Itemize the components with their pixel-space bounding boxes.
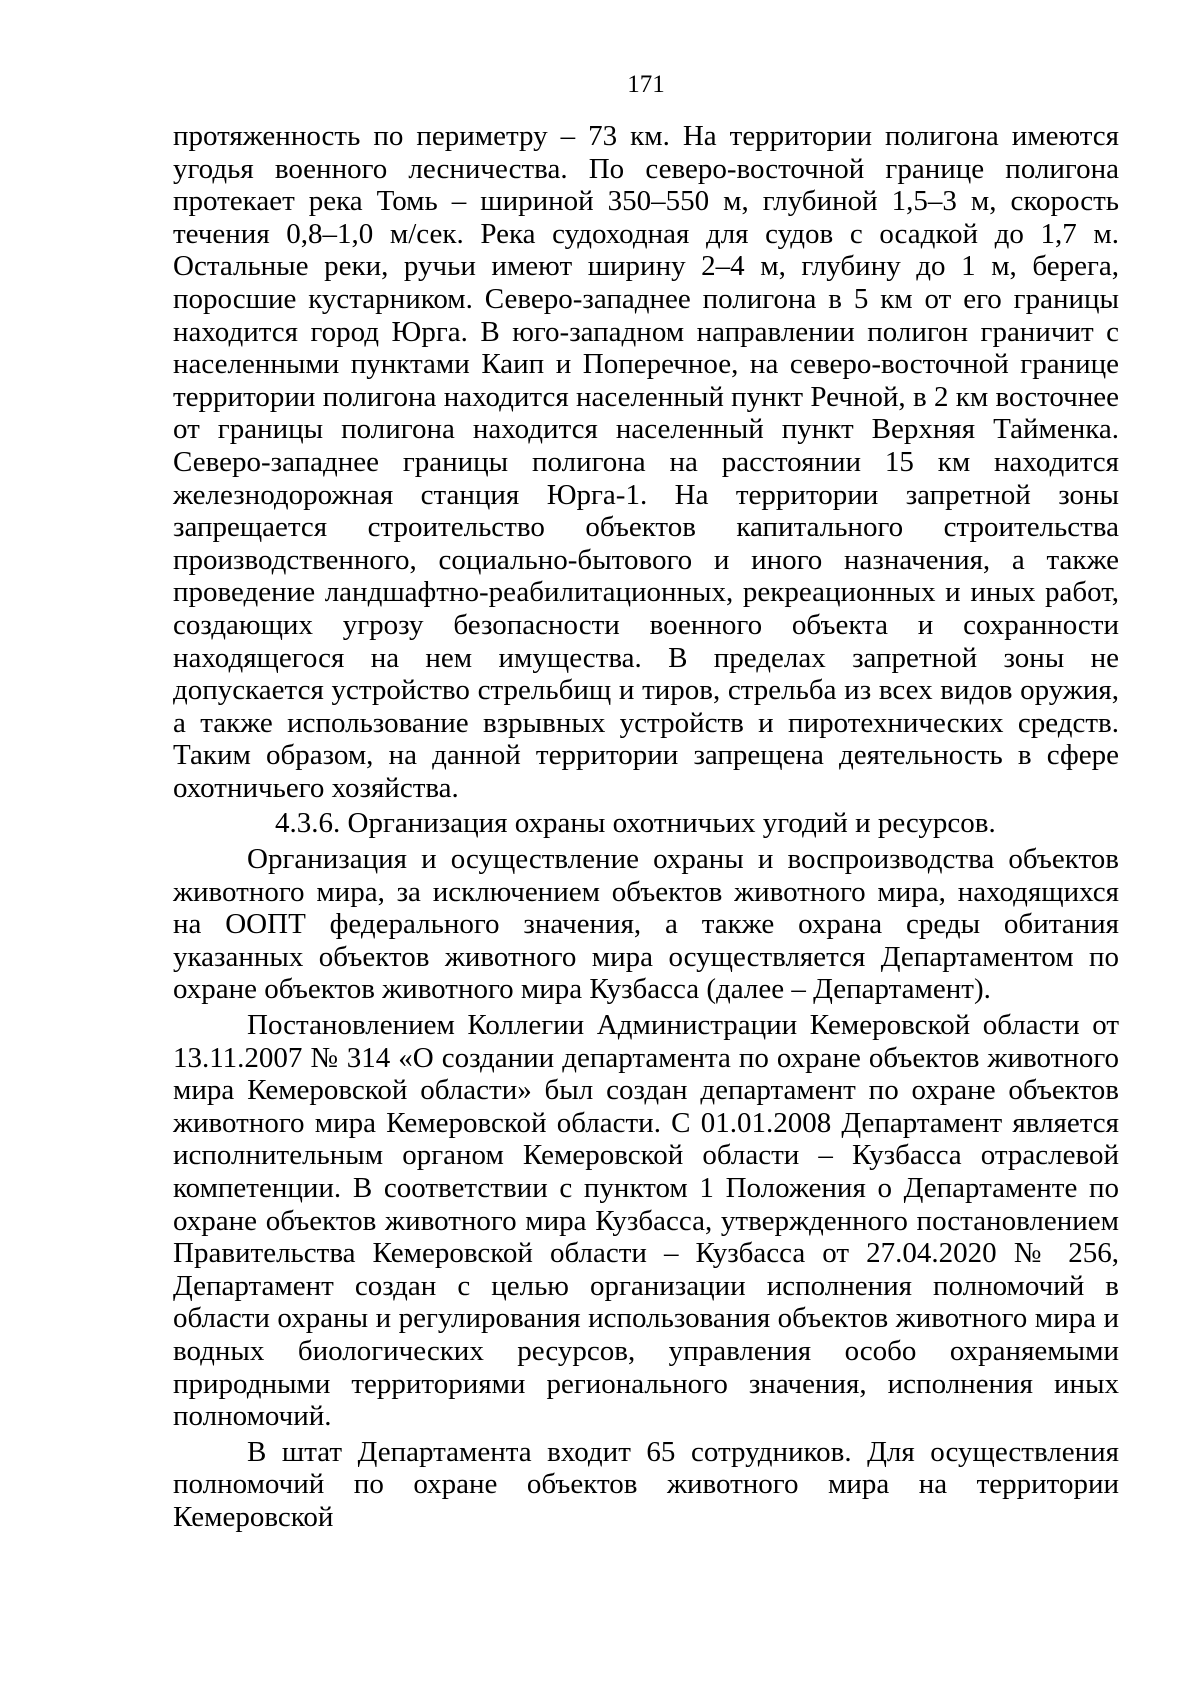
paragraph-organization: Организация и осуществление охраны и воспроизводства объектов животного мира, за исключением объектов животного мира, находящихся на ООПТ федерального значения, а также охрана среды обитания указанных объектов животного мира осуществляется Департаментом по охране объектов животного мира Кузбасса (далее – Департамент). [173,843,1119,1006]
page-number: 171 [627,71,665,98]
paragraph-staff: В штат Департамента входит 65 сотрудников. Для осуществления полномочий по охране объектов животного мира на территории Кемеровской [173,1435,1119,1533]
section-heading: 4.3.6. Организация охраны охотничьих угодий и ресурсов. [275,807,996,840]
paragraph-resolution: Постановлением Коллегии Администрации Кемеровской области от 13.11.2007 № 314 «О создании департамента по охране объектов животного мира Кемеровской области» был создан департамент по охране объектов животного мира Кемеровской области. С 01.01.2008 Департамент является исполнительным органом Кемеровской области – Кузбасса отраслевой компетенции. В соответствии с пунктом 1 Положения о Департаменте по охране объектов животного мира Кузбасса, утвержденного постановлением Правительства Кемеровской области – Кузбасса от 27.04.2020 № 256, Департамент создан с целью организации исполнения полномочий в области охраны и регулирования использования объектов животного мира и водных биологических ресурсов, управления особо охраняемыми природными территориями регионального значения, исполнения иных полномочий. [173,1009,1119,1433]
paragraph-polygon-description: протяженность по периметру – 73 км. На территории полигона имеются угодья военного лесничества. По северо-восточной границе полигона протекает река Томь – шириной 350–550 м, глубиной 1,5–3 м, скорость течения 0,8–1,0 м/сек. Река судоходная для судов с осадкой до 1,7 м. Остальные реки, ручьи имеют ширину 2–4 м, глубину до 1 м, берега, поросшие кустарником. Северо-западнее полигона в 5 км от его границы находится город Юрга. В юго-западном направлении полигон граничит с населенными пунктами Каип и Поперечное, на северо-восточной границе территории полигона находится населенный пункт Речной, в 2 км восточнее от границы полигона находится населенный пункт Верхняя Тайменка. Северо-западнее границы полигона на расстоянии 15 км находится железнодорожная станция Юрга-1. На территории запретной зоны запрещается строительство объектов капитального строительства производственного, социально-бытового и иного назначения, а также проведение ландшафтно-реабилитационных, рекреационных и иных работ, создающих угрозу безопасности военного объекта и сохранности находящегося на нем имущества. В пределах запретной зоны не допускается устройство стрельбищ и тиров, стрельба из всех видов оружия, а также использование взрывных устройств и пиротехнических средств. Таким образом, на данной территории запрещена деятельность в сфере охотничьего хозяйства. [173,120,1119,804]
document-page [173,70,1119,1534]
